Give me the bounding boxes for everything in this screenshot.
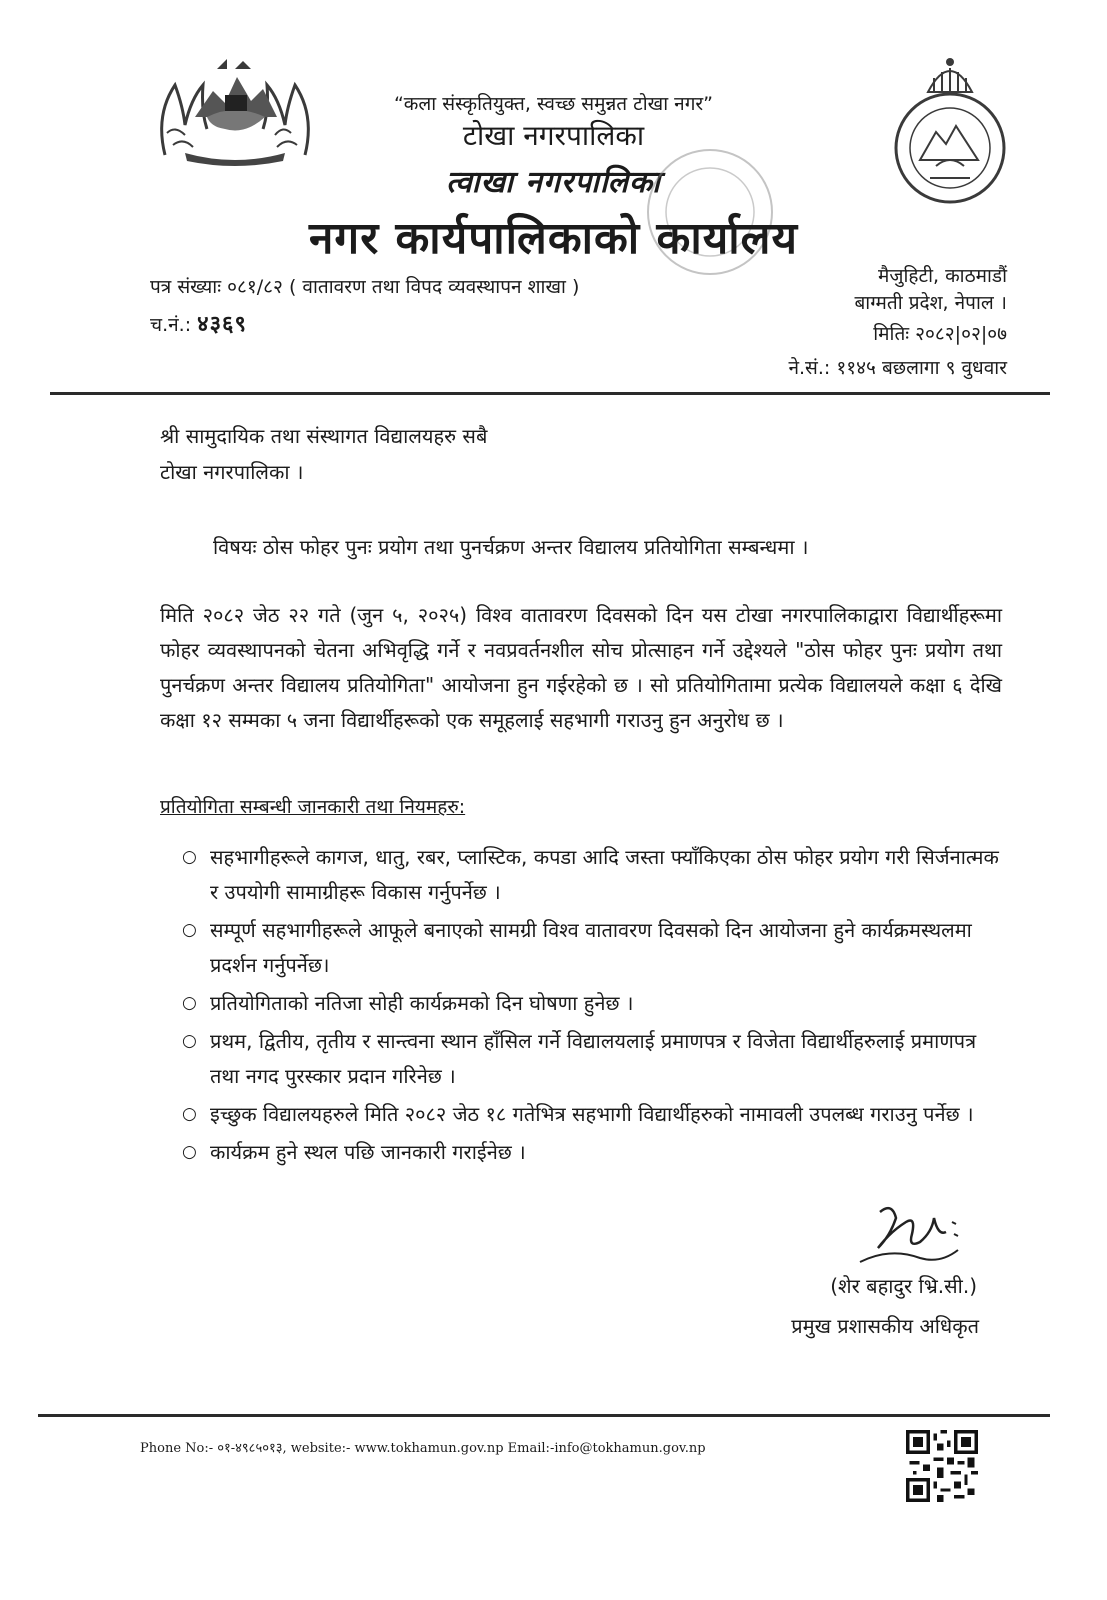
dispatch-label: च.नं.: — [150, 314, 192, 336]
subject-line: विषयः ठोस फोहर पुनः प्रयोग तथा पुनर्चक्रण अन्तर विद्यालय प्रतियोगिता सम्बन्धमा । — [213, 535, 809, 559]
rules-list — [182, 840, 1002, 1173]
rule-item: ○ प्रथम, द्वितीय, तृतीय र सान्त्वना स्थान हाँसिल गर्ने विद्यालयलाई प्रमाणपत्र र विजेता विद्यार्थीहरुलाई प्रमाणपत्र तथा नगद पुरस्कार प्रदान गरिनेछ । — [182, 1024, 1002, 1094]
footer-contact: Phone No:- ०१-४९८५०१३, website:- www.tokhamun.gov.np Email:-info@tokhamun.gov.np — [140, 1441, 706, 1456]
body-paragraph: मिति २०८२ जेठ २२ गते (जुन ५, २०२५) विश्व वातावरण दिवसको दिन यस टोखा नगरपालिकाद्वारा विद्यार्थीहरूमा फोहर व्यवस्थापनको चेतना अभिवृद्धि गर्ने र नवप्रवर्तनशील सोच प्रोत्साहन गर्ने उद्देश्यले "ठोस फोहर पुनः प्रयोग तथा पुनर्चक्रण अन्तर विद्यालय प्रतियोगिता" आयोजना हुन गईरहेको छ । सो प्रतियोगितामा प्रत्येक विद्यालयले कक्षा ६ देखि कक्षा १२ सम्मका ५ जना विद्यार्थीहरूको एक समूहलाई सहभागी गराउनु हुन अनुरोध छ । — [160, 603, 1002, 732]
signature-mark — [820, 1192, 970, 1282]
header-divider — [50, 392, 1050, 395]
address-line-2: बाग्मती प्रदेश, नेपाल । — [854, 292, 1007, 314]
office-name: नगर कार्यपालिकाको कार्यालय — [309, 213, 798, 264]
dispatch-number: ४३६९ — [197, 312, 247, 337]
rule-item: ○ सम्पूर्ण सहभागीहरूले आफूले बनाएको सामग्री विश्व वातावरण दिवसको दिन आयोजना हुने कार्यक्रमस्थलमा प्रदर्शन गर्नुपर्नेछ। — [182, 913, 1002, 983]
recipient-line-2: टोखा नगरपालिका । — [160, 460, 304, 484]
rule-item: ○ सहभागीहरूले कागज, धातु, रबर, प्लास्टिक, कपडा आदि जस्ता फ्याँकिएका ठोस फोहर प्रयोग गरी सिर्जनात्मक र उपयोगी सामाग्रीहरू विकास गर्नुपर्नेछ । — [182, 840, 1002, 910]
rule-item: ○ प्रतियोगिताको नतिजा सोही कार्यक्रमको दिन घोषणा हुनेछ । — [182, 986, 1002, 1021]
rules-title: प्रतियोगिता सम्बन्धी जानकारी तथा नियमहरु: — [160, 796, 466, 818]
recipient-line-1: श्री सामुदायिक तथा संस्थागत विद्यालयहरु सबै — [160, 424, 488, 448]
qr-code-icon — [906, 1430, 978, 1502]
municipality-name: टोखा नगरपालिका — [462, 119, 645, 152]
dispatch-number-line — [150, 308, 247, 338]
motto: “कला संस्कृतियुक्त, स्वच्छ समुन्नत टोखा नगर” — [393, 93, 714, 115]
rule-item: ○ कार्यक्रम हुने स्थल पछि जानकारी गराईनेछ । — [182, 1135, 1002, 1170]
letter-date: मितिः २०८२|०२|०७ — [873, 323, 1007, 345]
reference-number: पत्र संख्याः ०८१/८२ ( वातावरण तथा विपद व्यवस्थापन शाखा ) — [150, 276, 580, 298]
footer-divider — [38, 1414, 1050, 1417]
signer-name: (शेर बहादुर भ्रि.सी.) — [830, 1274, 977, 1298]
rule-item: ○ इच्छुक विद्यालयहरुले मिति २०८२ जेठ १८ गतेभित्र सहभागी विद्यार्थीहरुको नामावली उपलब्ध गराउनु पर्नेछ । — [182, 1097, 1002, 1132]
nepal-sambat-date: ने.सं.: ११४५ बछलागा ९ वुधवार — [788, 357, 1007, 379]
signer-designation: प्रमुख प्रशासकीय अधिकृत — [791, 1314, 979, 1338]
municipality-name-alt: त्वाखा नगरपालिका — [446, 165, 661, 200]
address-line-1: मैजुहिटी, काठमाडौं — [878, 265, 1007, 287]
